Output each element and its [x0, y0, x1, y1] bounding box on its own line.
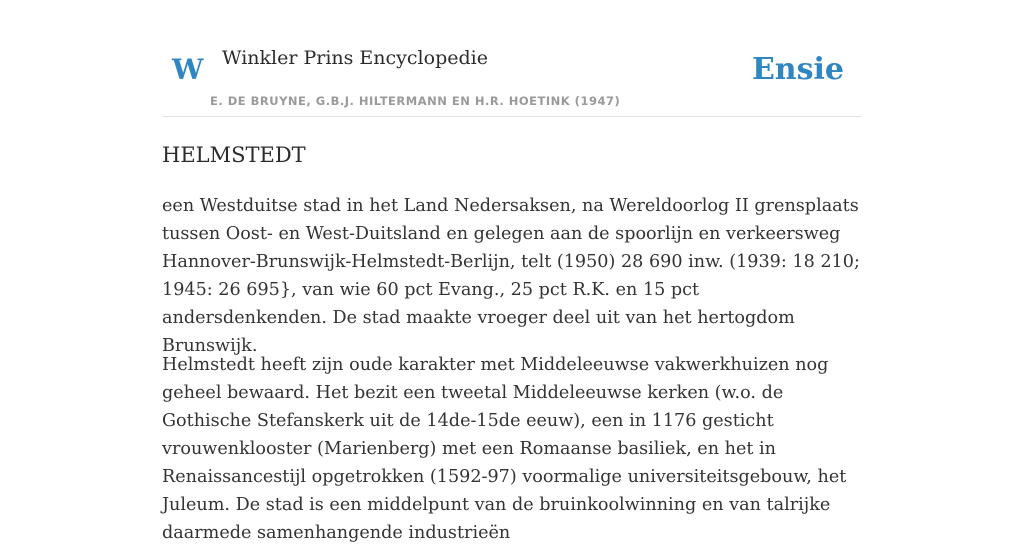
brand-logo[interactable]: Ensie: [751, 52, 844, 87]
site-subtitle: E. DE BRUYNE, G.B.J. HILTERMANN EN H.R. HOETINK (1947): [210, 94, 621, 108]
logo-icon[interactable]: W: [172, 53, 204, 86]
article-title: HELMSTEDT: [162, 143, 306, 167]
site-title[interactable]: Winkler Prins Encyclopedie: [222, 47, 488, 69]
article-paragraph: een Westduitse stad in het Land Nedersaksen, na Wereldoorlog II grensplaats tussen Oost- en West-Duitsland en gelegen aan de spoorlijn en verkeersweg Hannover-Brunswijk-Helmstedt-Berlijn, telt (1950) 28 690 inw. (1939: 18 210; 1945: 26 695}, van wie 60 pct Evang., 25 pct R.K. en 15 pct andersdenkenden. De stad maakte vroeger deel uit van het hertogdom Brunswijk.: [162, 196, 860, 356]
page: [162, 0, 862, 543]
article-paragraph: Helmstedt heeft zijn oude karakter met Middeleeuwse vakwerkhuizen nog geheel bewaard. Het bezit een tweetal Middeleeuwse kerken (w.o. de Gothische Stefanskerk uit de 14de-15de eeuw), een in 1176 gesticht vrouwenklooster (Marienberg) met een Romaanse basiliek, en het in Renaissancestijl opgetrokken (1592-97) voormalige universiteitsgebouw, het Juleum. De stad is een middelpunt van de bruinkoolwinning en van talrijke daarmede samenhangende industrieën: [162, 355, 847, 543]
site-header: [162, 0, 862, 117]
